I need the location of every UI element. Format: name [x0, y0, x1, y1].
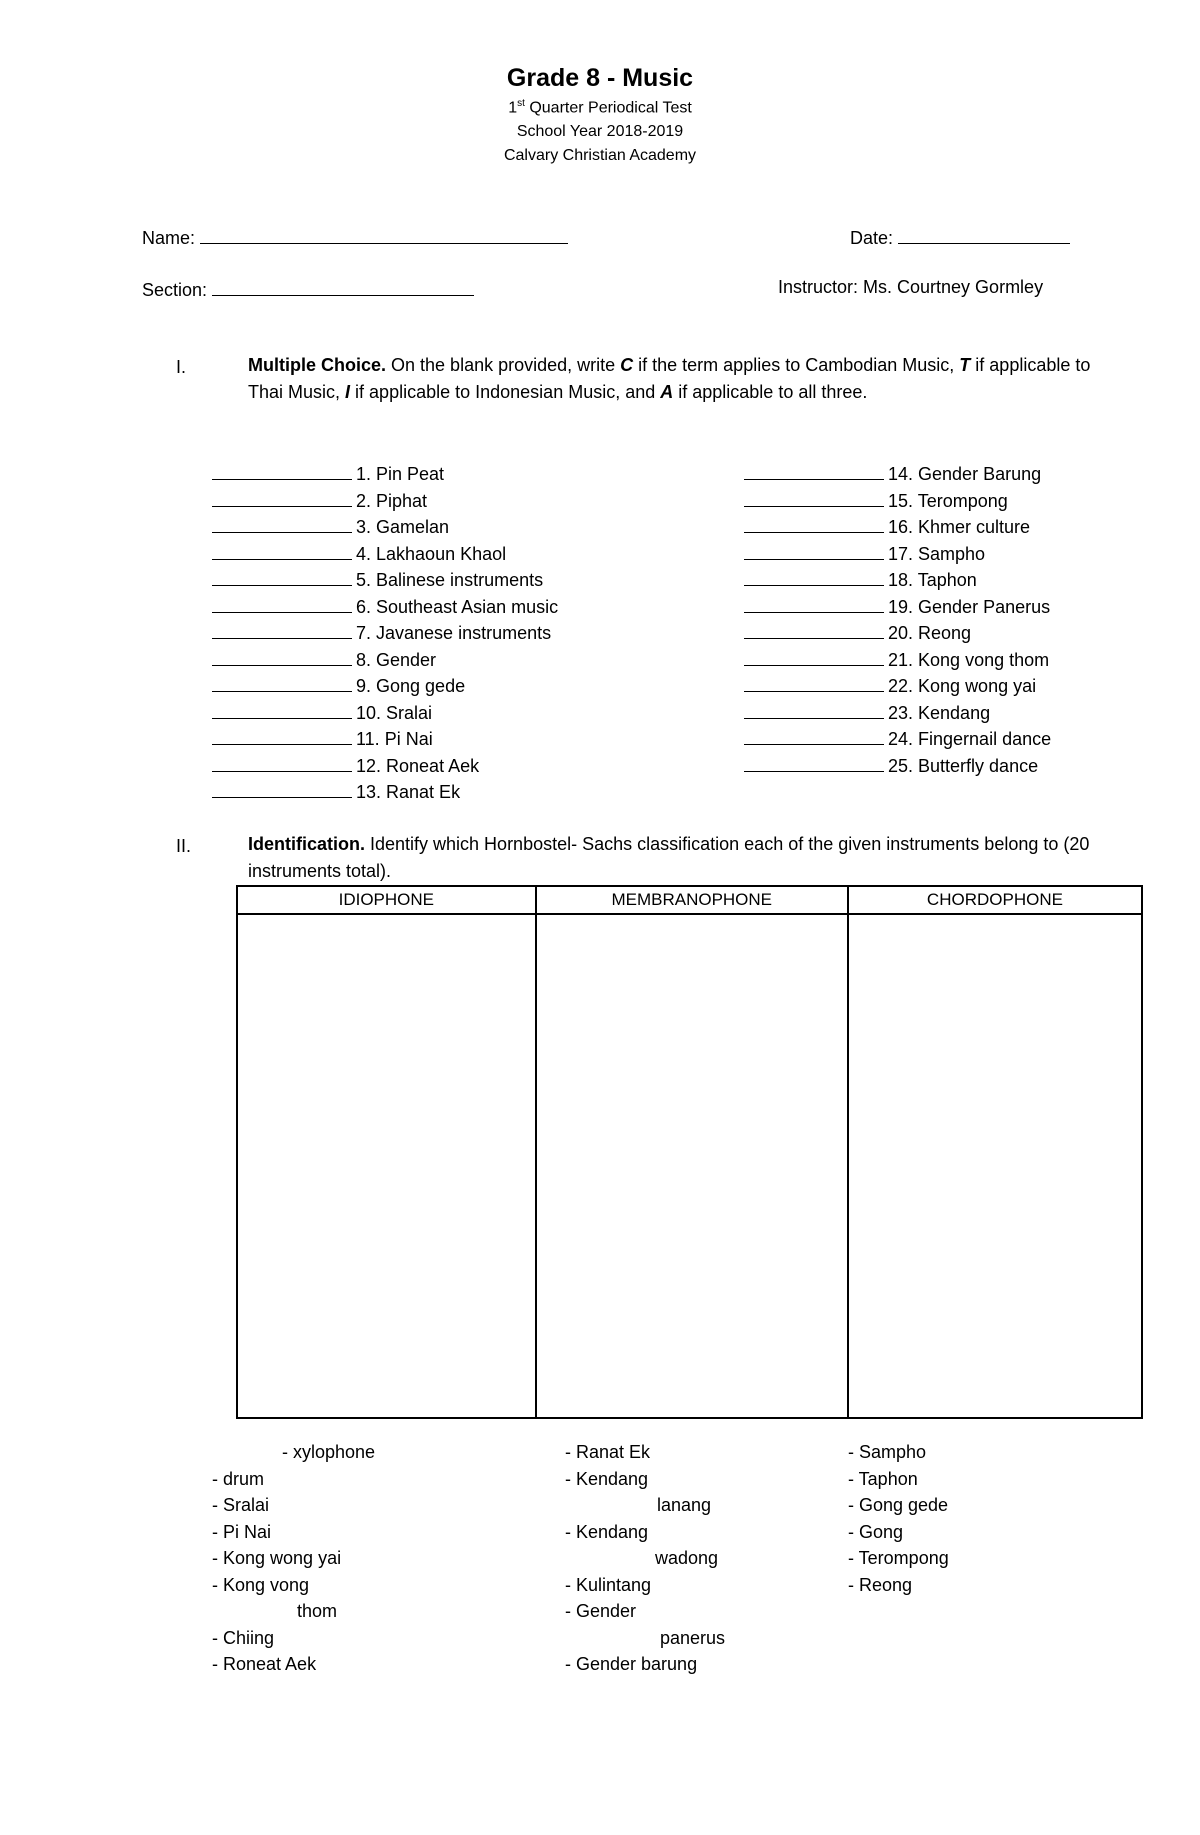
instructor-label: Instructor: Ms. Courtney Gormley [778, 277, 1044, 297]
list-item: 4. Lakhaoun Khaol [212, 542, 558, 569]
list-item: 21. Kong vong thom [744, 648, 1051, 675]
list-item: 11. Pi Nai [212, 727, 558, 754]
word-list-item: - Gong [848, 1521, 904, 1542]
name-blank[interactable] [200, 225, 568, 244]
name-label: Name: [142, 228, 196, 248]
page-title: Grade 8 - Music [506, 64, 694, 92]
answer-blank[interactable] [744, 727, 884, 745]
word-list-item: - Sralai [212, 1495, 270, 1515]
name-field[interactable] [142, 225, 568, 249]
word-list-item: - Roneat Aek [212, 1654, 317, 1674]
answer-blank[interactable] [744, 542, 884, 560]
mc-right-column [744, 462, 1051, 780]
list-item: 8. Gender [212, 648, 558, 675]
word-list-item: - xylophone [282, 1442, 376, 1462]
word-list-item: - Gender barung [565, 1654, 698, 1674]
idiophone-header: IDIOPHONE [237, 886, 536, 914]
date-label: Date: [850, 228, 894, 248]
code-a: A [660, 382, 674, 402]
answer-blank[interactable] [212, 542, 352, 560]
quarter-text: Quarter Periodical Test [524, 99, 692, 117]
word-list-column-2 [565, 1439, 725, 1678]
mc-left-column [212, 462, 558, 807]
word-list-item: - Kendang [565, 1468, 649, 1489]
list-item: 24. Fingernail dance [744, 727, 1051, 754]
answer-blank[interactable] [212, 489, 352, 507]
code-t: T [959, 355, 971, 375]
answer-blank[interactable] [212, 674, 352, 692]
word-list-item: - drum [212, 1468, 265, 1489]
chordophone-answer-cell[interactable] [848, 914, 1142, 1418]
list-item: 14. Gender Barung [744, 462, 1051, 489]
list-item: 25. Butterfly dance [744, 754, 1051, 781]
code-c: C [620, 355, 634, 375]
list-item: 3. Gamelan [212, 515, 558, 542]
answer-blank[interactable] [744, 621, 884, 639]
answer-blank[interactable] [744, 648, 884, 666]
answer-blank[interactable] [212, 515, 352, 533]
answer-blank[interactable] [744, 595, 884, 613]
answer-blank[interactable] [744, 489, 884, 507]
list-item: 12. Roneat Aek [212, 754, 558, 781]
list-item: 9. Gong gede [212, 674, 558, 701]
list-item: 23. Kendang [744, 701, 1051, 728]
section-2-heading: Identification. [248, 834, 365, 854]
word-list-item: - Reong [848, 1574, 913, 1595]
list-item: 6. Southeast Asian music [212, 595, 558, 622]
word-list-item: lanang [657, 1495, 712, 1515]
answer-blank[interactable] [212, 701, 352, 719]
answer-blank[interactable] [212, 621, 352, 639]
answer-blank[interactable] [744, 674, 884, 692]
section-blank[interactable] [212, 277, 474, 296]
word-list-item: - Kulintang [565, 1574, 652, 1595]
word-list-item: - Taphon [848, 1468, 918, 1489]
quarter-superscript: st [517, 98, 525, 109]
membranophone-answer-cell[interactable] [536, 914, 848, 1418]
word-list-column-3 [848, 1439, 949, 1598]
list-item: 22. Kong wong yai [744, 674, 1051, 701]
section-label: Section: [142, 280, 208, 300]
answer-blank[interactable] [744, 462, 884, 480]
date-field[interactable] [850, 225, 1070, 249]
answer-blank[interactable] [212, 595, 352, 613]
date-blank[interactable] [898, 225, 1070, 244]
word-list-item: - Sampho [848, 1442, 927, 1462]
quarter-subtitle [0, 98, 1200, 117]
list-item: 19. Gender Panerus [744, 595, 1051, 622]
answer-blank[interactable] [212, 780, 352, 798]
classification-table [236, 885, 1143, 1419]
section-field[interactable] [142, 277, 474, 301]
word-list-item: - Chiing [212, 1627, 275, 1648]
school-name: Calvary Christian Academy [503, 147, 697, 164]
list-item: 18. Taphon [744, 568, 1051, 595]
code-i: I [345, 382, 351, 402]
answer-blank[interactable] [744, 515, 884, 533]
answer-blank[interactable] [744, 701, 884, 719]
answer-blank[interactable] [212, 727, 352, 745]
answer-blank[interactable] [744, 754, 884, 772]
list-item: 7. Javanese instruments [212, 621, 558, 648]
word-list-item: panerus [660, 1627, 726, 1648]
word-list-column-1 [212, 1439, 375, 1678]
answer-blank[interactable] [212, 648, 352, 666]
word-list-item: thom [297, 1601, 338, 1621]
list-item: 17. Sampho [744, 542, 1051, 569]
word-list-item: - Pi Nai [212, 1521, 272, 1542]
section-2-number: II. [176, 836, 192, 856]
word-list-item: - Kong vong [212, 1574, 310, 1595]
list-item: 1. Pin Peat [212, 462, 558, 489]
list-item: 20. Reong [744, 621, 1051, 648]
list-item: 5. Balinese instruments [212, 568, 558, 595]
word-list-item: - Kong wong yai [212, 1548, 342, 1568]
word-list-item: - Gong gede [848, 1495, 949, 1515]
word-list-item: wadong [655, 1548, 719, 1568]
quarter-number: 1 [508, 99, 518, 117]
chordophone-header: CHORDOPHONE [848, 886, 1142, 914]
list-item: 13. Ranat Ek [212, 780, 558, 807]
answer-blank[interactable] [212, 754, 352, 772]
answer-blank[interactable] [744, 568, 884, 586]
membranophone-header: MEMBRANOPHONE [536, 886, 848, 914]
list-item: 16. Khmer culture [744, 515, 1051, 542]
section-2-instructions: Identification. Identify which Hornbostel- Sachs classification each of the given instruments belong to (20 instruments total). [248, 834, 1090, 881]
idiophone-answer-cell[interactable] [237, 914, 536, 1418]
list-item: 10. Sralai [212, 701, 558, 728]
word-list-item: - Terompong [848, 1548, 949, 1568]
word-list-item: - Gender [565, 1601, 637, 1621]
school-year: School Year 2018-2019 [516, 123, 684, 140]
word-list-item: - Ranat Ek [565, 1442, 651, 1462]
list-item: 2. Piphat [212, 489, 558, 516]
word-list-item: - Kendang [565, 1521, 649, 1542]
section-1-instructions: Multiple Choice. On the blank provided, write C if the term applies to Cambodian Music, T if applicable to Thai Music, I if applicable to Indonesian Music, and A if applicable to all three. [248, 355, 1091, 402]
list-item: 15. Terompong [744, 489, 1051, 516]
section-1-heading: Multiple Choice. [248, 355, 387, 375]
section-1-number: I. [176, 357, 187, 377]
answer-blank[interactable] [212, 568, 352, 586]
answer-blank[interactable] [212, 462, 352, 480]
